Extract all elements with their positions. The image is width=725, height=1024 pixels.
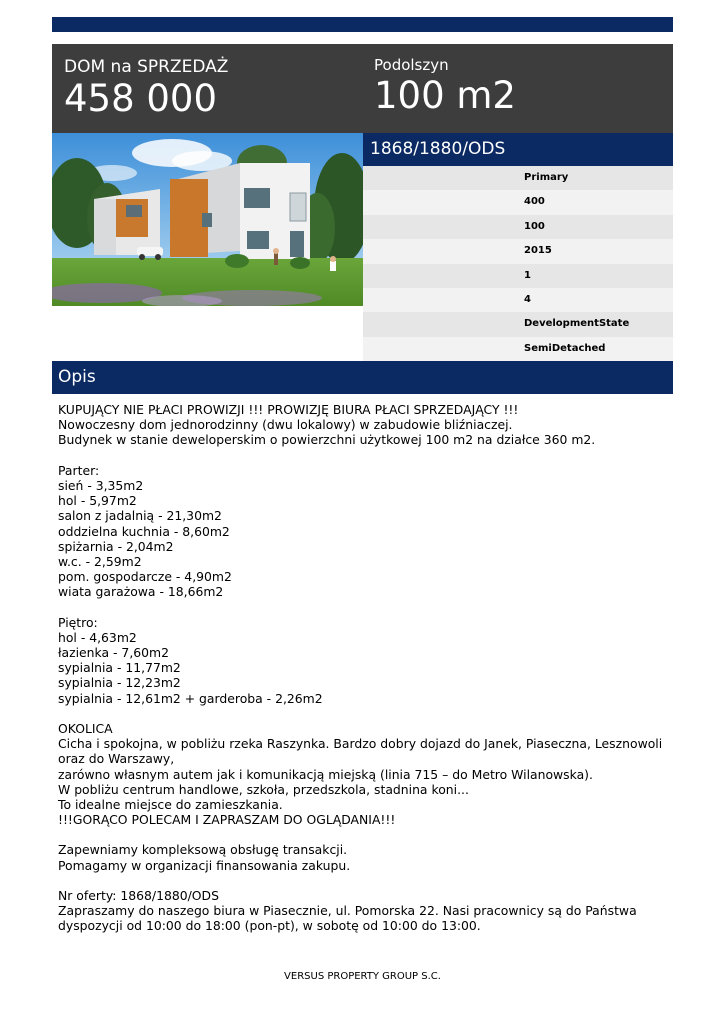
description-line: Zapewniamy kompleksową obsługę transakcji.	[58, 842, 348, 858]
parameter-row-area: 100	[363, 215, 673, 239]
description-line: Pomagamy w organizacji finansowania zakupu.	[58, 857, 351, 873]
description-line: Budynek w stanie deweloperskim o powierzchni użytkowej 100 m2 na działce 360 m2.	[58, 432, 596, 448]
description-line	[58, 599, 668, 614]
description-line: Zapraszamy do naszego biura w Piasecznie, ul. Pomorska 22. Nasi pracownicy są do Państwa	[58, 903, 637, 919]
parameter-row-year: 2015	[363, 239, 673, 263]
offer-reference: 1868/1880/ODS	[370, 139, 506, 159]
description-line: łazienka - 7,60m2	[58, 645, 169, 660]
description-line: hol - 4,63m2	[58, 629, 137, 645]
description-line: pom. gospodarcze - 4,90m2	[58, 569, 232, 585]
description-line: !!!GORĄCO POLECAM I ZAPRASZAM DO OGLĄDANIA!!!	[58, 812, 396, 828]
price-block	[64, 57, 228, 119]
description-line: KUPUJĄCY NIE PŁACI PROWIZJI !!! PROWIZJĘ BIURA PŁACI SPRZEDAJĄCY !!!	[58, 402, 519, 417]
parameter-row-building-type: SemiDetached	[363, 337, 673, 361]
location-label: Podolszyn	[374, 56, 449, 74]
description-line: Nowoczesny dom jednorodzinny (dwu lokalowy) w zabudowie bliźniaczej.	[58, 417, 513, 433]
offer-reference-bar	[363, 133, 673, 166]
description-line: zarówno własnym autem jak i komunikacją miejską (linia 715 – do Metro Wilanowska).	[58, 766, 593, 782]
description-line: oddzielna kuchnia - 8,60m2	[58, 523, 230, 539]
description-line: wiata garażowa - 18,66m2	[58, 584, 224, 600]
parameter-row-plot-area: 400	[363, 190, 673, 214]
price-header	[52, 44, 673, 133]
description-line	[58, 827, 668, 842]
description-text	[58, 402, 668, 934]
description-line: salon z jadalnią - 21,30m2	[58, 508, 222, 524]
property-type-label: DOM na SPRZEDAŻ	[64, 57, 229, 77]
property-photo	[52, 133, 363, 306]
description-line: dyspozycji od 10:00 do 18:00 (pon-pt), w sobotę od 10:00 do 13:00.	[58, 918, 481, 934]
description-line: oraz do Warszawy,	[58, 751, 175, 767]
description-line	[58, 448, 668, 463]
parameter-row-market: Primary	[363, 166, 673, 190]
description-line: sypialnia - 12,61m2 + garderoba - 2,26m2	[58, 690, 323, 706]
parameter-row-state: DevelopmentState	[363, 312, 673, 336]
parameter-row-rooms: 4	[363, 288, 673, 312]
parameters-table	[363, 166, 673, 361]
location-block	[374, 56, 516, 116]
description-line: To idealne miejsce do zamieszkania.	[58, 796, 283, 812]
description-line: sień - 3,35m2	[58, 477, 144, 493]
price-value: 458 000	[64, 77, 218, 120]
description-line	[58, 706, 668, 721]
description-line: sypialnia - 12,23m2	[58, 675, 181, 691]
top-accent-bar	[52, 17, 673, 32]
description-title: Opis	[58, 367, 96, 387]
description-line: spiżarnia - 2,04m2	[58, 538, 174, 554]
description-line	[58, 873, 668, 888]
description-line: Parter:	[58, 462, 100, 478]
parameter-row-floors: 1	[363, 264, 673, 288]
description-line: hol - 5,97m2	[58, 493, 137, 509]
description-line: Cicha i spokojna, w pobliżu rzeka Raszynka. Bardzo dobry dojazd do Janek, Piaseczna, Lesznowoli	[58, 736, 663, 752]
description-line: Piętro:	[58, 614, 98, 630]
description-line: W pobliżu centrum handlowe, szkoła, przedszkola, stadnina koni...	[58, 781, 469, 797]
description-line: Nr oferty: 1868/1880/ODS	[58, 888, 219, 903]
area-value: 100 m2	[374, 74, 516, 117]
description-line: OKOLICA	[58, 720, 113, 736]
description-line: w.c. - 2,59m2	[58, 553, 142, 569]
footer-company: VERSUS PROPERTY GROUP S.C.	[284, 971, 441, 982]
description-line: sypialnia - 11,77m2	[58, 660, 181, 676]
description-header	[52, 361, 673, 394]
